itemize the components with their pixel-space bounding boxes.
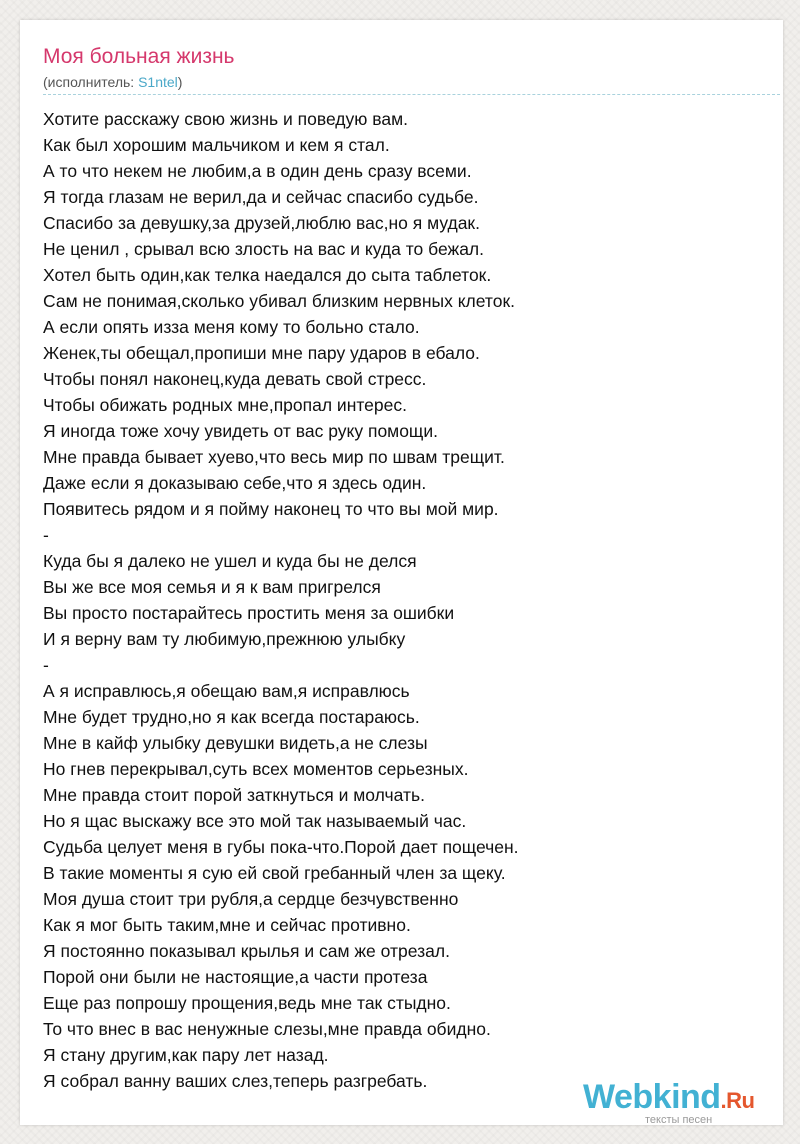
lyric-line: Я постоянно показывал крылья и сам же отрезал.: [43, 941, 450, 961]
artist-suffix: ): [177, 74, 183, 90]
lyric-line: А если опять изза меня кому то больно стало.: [43, 317, 420, 337]
logo-tagline: тексты песен: [645, 1114, 713, 1126]
lyric-line: Как был хорошим мальчиком и кем я стал.: [43, 135, 390, 155]
lyric-line: Но я щас выскажу все это мой так называемый час.: [43, 811, 467, 831]
lyric-line: Чтобы понял наконец,куда девать свой стресс.: [43, 369, 427, 389]
artist-prefix: (исполнитель:: [43, 74, 139, 90]
lyric-line: Сам не понимая,сколько убивал близким нервных клеток.: [43, 291, 515, 311]
lyric-line: То что внес в вас ненужные слезы,мне правда обидно.: [43, 1019, 491, 1039]
lyric-line: -: [43, 655, 49, 675]
lyric-line: Порой они были не настоящие,а части протеза: [43, 967, 428, 987]
lyric-line: Даже если я доказываю себе,что я здесь один.: [43, 473, 427, 493]
lyric-line: А то что некем не любим,а в один день сразу всеми.: [43, 161, 472, 181]
lyric-line: И я верну вам ту любимую,прежнюю улыбку: [43, 629, 406, 649]
title-divider: [43, 94, 780, 95]
logo-domain-suffix: .Ru: [720, 1088, 755, 1113]
lyric-line: Хотел быть один,как телка наедался до сыта таблеток.: [43, 265, 492, 285]
lyric-line: Мне будет трудно,но я как всегда постараюсь.: [43, 707, 420, 727]
lyric-line: Вы же все моя семья и я к вам пригрелся: [43, 577, 381, 597]
lyric-line: Женек,ты обещал,пропиши мне пару ударов в ебало.: [43, 343, 480, 363]
lyric-line: Я стану другим,как пару лет назад.: [43, 1045, 329, 1065]
lyric-line: Я иногда тоже хочу увидеть от вас руку помощи.: [43, 421, 438, 441]
lyric-line: В такие моменты я сую ей свой гребанный член за щеку.: [43, 863, 506, 883]
lyric-line: Я собрал ванну ваших слез,теперь разгребать.: [43, 1071, 428, 1091]
lyric-line: Мне правда бывает хуево,что весь мир по швам трещит.: [43, 447, 505, 467]
lyric-line: Спасибо за девушку,за друзей,люблю вас,но я мудак.: [43, 213, 480, 233]
lyric-line: Вы просто постарайтесь простить меня за ошибки: [43, 603, 455, 623]
lyric-line: Появитесь рядом и я пойму наконец то что вы мой мир.: [43, 499, 499, 519]
lyric-line: Мне правда стоит порой заткнуться и молчать.: [43, 785, 425, 805]
lyric-line: Не ценил , срывал всю злость на вас и куда то бежал.: [43, 239, 485, 259]
lyric-line: Но гнев перекрывал,суть всех моментов серьезных.: [43, 759, 469, 779]
lyric-line: Мне в кайф улыбку девушки видеть,а не слезы: [43, 733, 428, 753]
lyric-line: Судьба целует меня в губы пока-что.Порой дает пощечен.: [43, 837, 519, 857]
lyrics-body: [43, 106, 778, 1094]
artist-line: [43, 73, 182, 91]
logo-main-text: Webkind: [583, 1078, 721, 1116]
lyric-line: Моя душа стоит три рубля,а сердце безчувственно: [43, 889, 459, 909]
lyric-line: А я исправлюсь,я обещаю вам,я исправлюсь: [43, 681, 410, 701]
artist-link[interactable]: S1ntel: [138, 74, 178, 90]
lyric-line: Чтобы обижать родных мне,пропал интерес.: [43, 395, 407, 415]
site-logo[interactable]: [583, 1078, 778, 1128]
lyric-line: Я тогда глазам не верил,да и сейчас спасибо судьбе.: [43, 187, 479, 207]
lyric-line: -: [43, 525, 49, 545]
lyric-line: Хотите расскажу свою жизнь и поведую вам.: [43, 109, 408, 129]
lyrics-sheet: [20, 20, 783, 1125]
lyric-line: Как я мог быть таким,мне и сейчас противно.: [43, 915, 411, 935]
lyric-line: Еще раз попрошу прощения,ведь мне так стыдно.: [43, 993, 451, 1013]
song-title: Моя больная жизнь: [43, 45, 235, 68]
lyric-line: Куда бы я далеко не ушел и куда бы не делся: [43, 551, 417, 571]
